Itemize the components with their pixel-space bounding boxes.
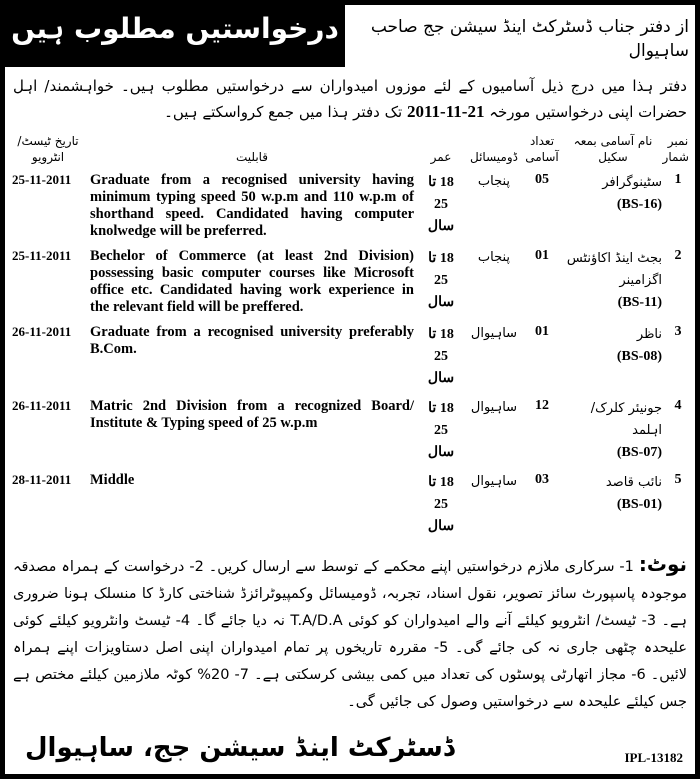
domicile: پنجاب [477,250,511,265]
reference-number: IPL-13182 [624,750,683,765]
age [417,469,465,543]
post-count: 12 [535,398,549,413]
qualification: Middle [90,472,135,488]
notes-section [13,551,687,716]
header-qualification: قابلیت [235,150,269,164]
age-unit: سال [427,519,455,534]
qualification: Graduate from a recognised university having minimum typing speed 50 w.p.m and 110 w.p.m of shorthand speed. Candidated having computer knolwedge will be preferred. [90,172,414,239]
test-date: 25-11-2011 [12,248,72,263]
post-title: سٹینوگرافر [602,175,662,190]
post-name [561,469,665,543]
post-scale: (BS-11) [617,295,662,310]
intro-prefix: مورخہ [489,103,531,121]
table-row [9,395,691,469]
age-unit: سال [427,445,455,460]
age-range: 18 تا 25 [428,401,454,438]
age [417,245,465,321]
deadline-date: 21-11-2011 [406,102,485,121]
post-name [561,321,665,395]
age [417,395,465,469]
serial-number: 1 [674,172,682,187]
post-count: 01 [535,324,549,339]
header-age: عمر [430,150,452,164]
domicile: ساہیوال [470,400,518,415]
domicile: ساہیوال [470,326,518,341]
post-count: 03 [535,472,549,487]
post-title: نائب قاصد [605,475,662,490]
test-date: 26-11-2011 [12,398,72,413]
serial-number: 2 [674,248,682,263]
serial-number: 3 [674,324,682,339]
serial-number: 4 [674,398,682,413]
header-date: تاریخ ٹیسٹ/ انٹرویو [17,134,79,164]
intro-paragraph [13,73,687,125]
signature: ڈسٹرکٹ اینڈ سیشن جج، ساہیوال [25,733,455,763]
header-post: نام آسامی بمعہ سکیل [573,134,653,164]
issuing-office: از دفتر جناب ڈسٹرکٹ اینڈ سیشن جج صاحب ساہیوال [370,17,689,61]
serial-number: 5 [674,472,682,487]
post-name [561,395,665,469]
post-scale: (BS-16) [616,197,662,212]
ad-title: درخواستیں مطلوب ہیں [5,5,345,67]
age [417,321,465,395]
table-row [9,245,691,321]
header-domicile: ڈومیسائل [470,150,518,164]
qualification: Matric 2nd Division from a recognized Board/ Institute & Typing speed of 25 w.p.m [90,398,414,431]
post-scale: (BS-07) [616,445,662,460]
notes-label: نوٹ: [638,552,687,576]
notes-text: 1- سرکاری ملازم درخواستیں اپنے محکمے کے توسط سے ارسال کریں۔ 2- درخواست کے ہمراہ مصدقہ موجودہ پاسپورٹ سائز تصویر، نقول اسناد، تجربہ، ڈومیسائل وکمپیوٹرائزڈ شناختی کارڈ کا منسلک ہونا ضروری ہے۔ 3- ٹیسٹ/ انٹرویو کیلئے آنے والے امیدواران کو کوئی T.A/D.A نہ دیا جائے گا۔ 4- ٹیسٹ وانٹرویو کیلئے کوئی علیحدہ چٹھی جاری نہ کی جائے گی۔ 5- مقررہ تاریخوں پر تمام امیدواران اپنی اصل دستاویزات اپنے ہمراہ لائیں۔ 6- مجاز اتھارٹی پوسٹوں کی تعداد میں کمی بیشی کرسکتی ہے۔ 7- 20% کوٹہ ملازمین کیلئے مختص ہے جس کیلئے علیحدہ سے درخواستیں وصول کی جائیں گی۔ [13,559,688,710]
post-scale: (BS-08) [616,349,662,364]
test-date: 25-11-2011 [12,172,72,187]
test-date: 28-11-2011 [12,472,72,487]
post-count: 05 [535,172,549,187]
ad-header [5,5,695,67]
age-range: 18 تا 25 [428,475,454,512]
age-unit: سال [427,219,455,234]
age-range: 18 تا 25 [428,175,454,212]
age-unit: سال [427,371,455,386]
post-count: 01 [535,248,549,263]
post-title: جونیئر کلرک/ اہلمد [590,401,662,438]
vacancies-table [9,131,691,543]
intro-line-1: دفتر ہذا میں درج ذیل آسامیوں کے لئے موزوں امیدواران سے درخواستیں مطلوب ہیں۔ خواہشمند/ اہل حضرات اپنی درخواستیں [13,77,687,121]
domicile: پنجاب [477,174,511,189]
test-date: 26-11-2011 [12,324,72,339]
header-number: نمبر شمار [662,134,689,164]
post-name [561,245,665,321]
age-range: 18 تا 25 [428,251,454,288]
table-row [9,321,691,395]
post-scale: (BS-01) [616,497,662,512]
age-range: 18 تا 25 [428,327,454,364]
qualification: Bechelor of Commerce (at least 2nd Division) possessing basic computer courses like Microsoft office etc. Candidated having work experience in the relevant field will be preffered. [90,248,414,315]
footer [25,730,683,766]
header-count: تعداد آسامی [525,134,559,164]
intro-suffix: تک دفتر ہذا میں جمع کرواسکتے ہیں۔ [164,103,403,121]
post-name [561,169,665,245]
post-title: ناظر [636,327,662,342]
table-header [9,131,691,169]
age-unit: سال [427,295,455,310]
age [417,169,465,245]
table-row [9,169,691,245]
post-title: بجٹ اینڈ اکاؤنٹس اگزامینر [566,251,662,288]
domicile: ساہیوال [470,474,518,489]
table-row [9,469,691,543]
qualification: Graduate from a recognised university preferably B.Com. [90,324,414,357]
